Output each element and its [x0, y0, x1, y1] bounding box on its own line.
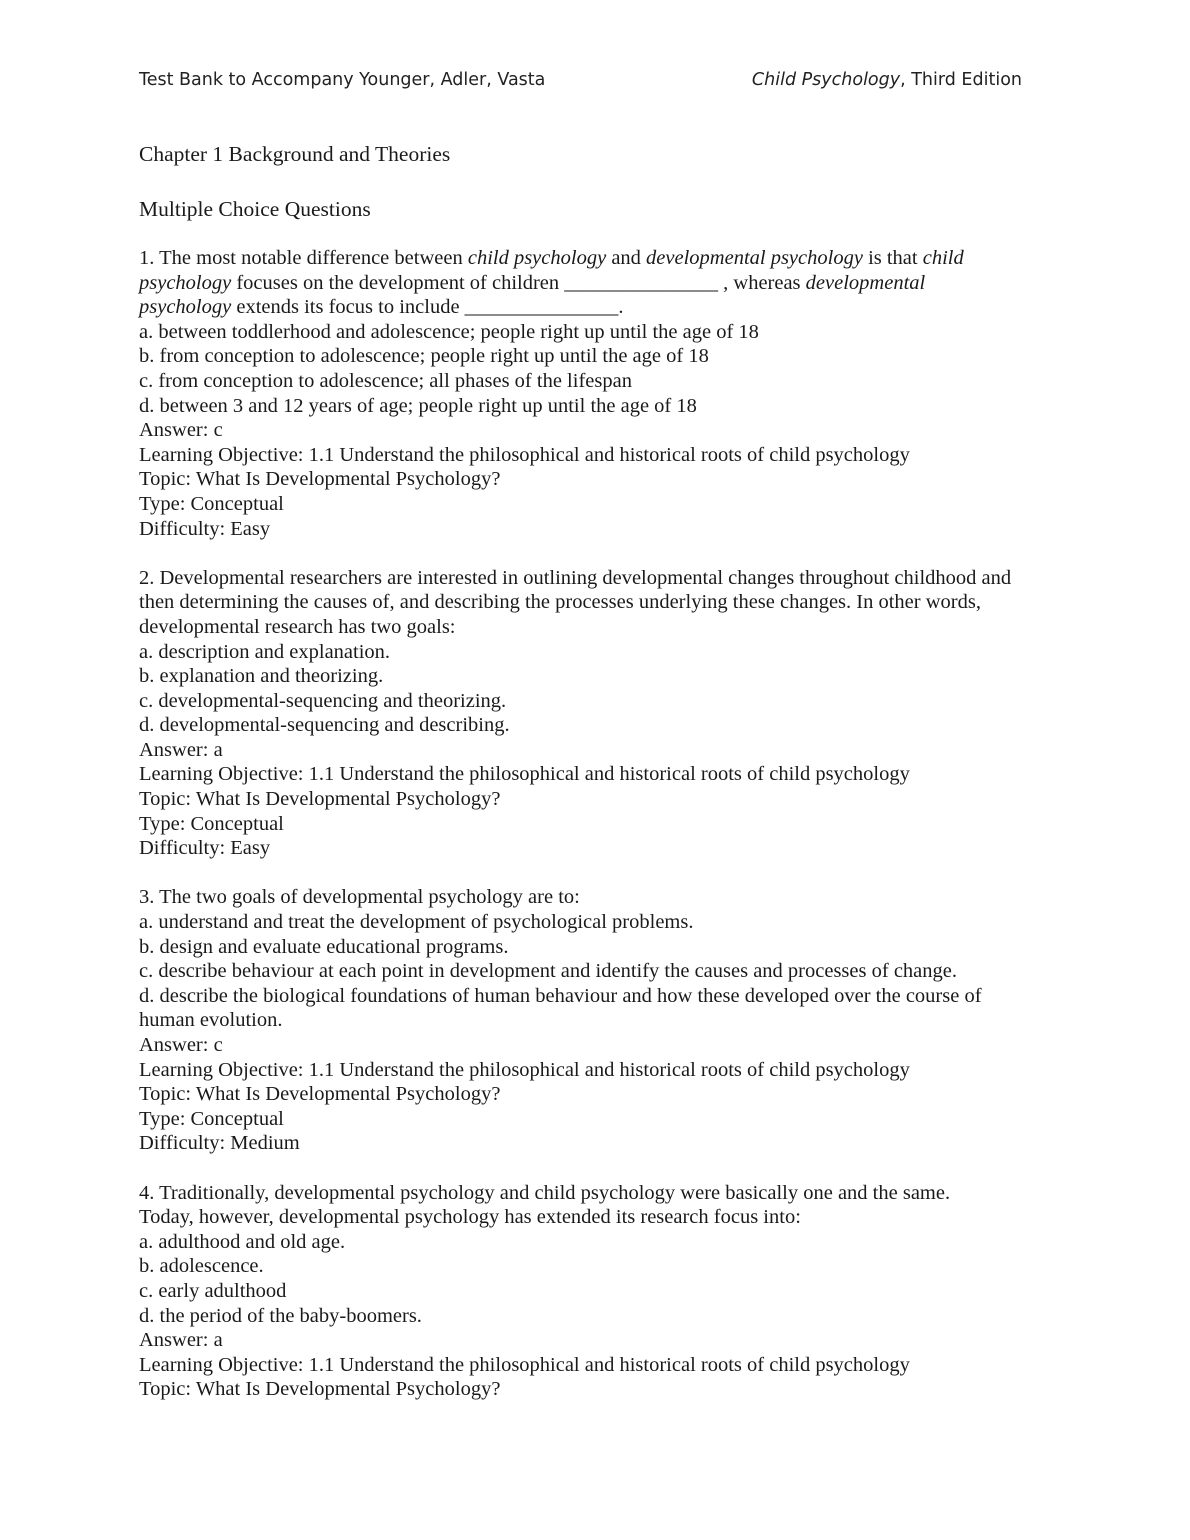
option-d: d. between 3 and 12 years of age; people right up until the age of 18 — [139, 394, 697, 417]
answer: Answer: a — [139, 1329, 223, 1352]
answer: Answer: a — [139, 738, 223, 761]
answer: Answer: c — [139, 1034, 223, 1056]
question-stem-line: Today, however, developmental psychology has extended its research focus into: — [139, 1206, 801, 1229]
option-d: d. describe the biological foundations of human behaviour and how these developed over the course of — [139, 984, 982, 1007]
option-c: c. early adulthood — [139, 1279, 287, 1302]
option-b: b. adolescence. — [139, 1255, 264, 1278]
option-a: a. between toddlerhood and adolescence; people right up until the age of 18 — [139, 320, 759, 343]
learning-objective: Learning Objective: 1.1 Understand the philosophical and historical roots of child psychology — [139, 1353, 910, 1376]
question-4 — [139, 1181, 1059, 1402]
option-c: c. describe behaviour at each point in development and identify the causes and processes of change. — [139, 960, 957, 983]
section-title: Multiple Choice Questions — [139, 197, 371, 221]
question-type: Type: Conceptual — [139, 812, 284, 835]
question-2 — [139, 566, 1059, 861]
option-b: b. from conception to adolescence; people right up until the age of 18 — [139, 345, 709, 368]
option-b: b. design and evaluate educational programs. — [139, 935, 509, 958]
header-left: Test Bank to Accompany Younger, Adler, Vasta — [139, 70, 546, 90]
option-c: c. developmental-sequencing and theorizing. — [139, 689, 507, 712]
question-3 — [139, 885, 1059, 1156]
header-edition: , Third Edition — [900, 70, 1022, 90]
question-stem-line: 4. Traditionally, developmental psychology and child psychology were basically one and the same. — [139, 1181, 951, 1204]
difficulty: Difficulty: Easy — [139, 837, 271, 860]
question-stem-line: developmental research has two goals: — [139, 615, 456, 638]
learning-objective: Learning Objective: 1.1 Understand the philosophical and historical roots of child psychology — [139, 763, 910, 786]
header-right — [752, 70, 1022, 90]
question-stem: 3. The two goals of developmental psychology are to: — [139, 886, 580, 909]
document-body — [139, 140, 1059, 1427]
question-1 — [139, 246, 1059, 541]
question-stem-line: then determining the causes of, and describing the processes underlying these changes. In other words, — [139, 591, 981, 614]
difficulty: Difficulty: Medium — [139, 1132, 300, 1155]
option-d: d. the period of the baby-boomers. — [139, 1304, 422, 1327]
running-header — [139, 70, 1022, 90]
topic: Topic: What Is Developmental Psychology? — [139, 468, 501, 491]
option-a: a. adulthood and old age. — [139, 1230, 346, 1253]
question-stem: 1. The most notable difference between child psychology and developmental psychology is that child psychology focuses on the development of children _______________ , whereas developmental psychology extends its focus to include _______________. — [139, 247, 964, 319]
question-type: Type: Conceptual — [139, 1107, 284, 1130]
header-book-title: Child Psychology — [751, 70, 901, 90]
chapter-title: Chapter 1 Background and Theories — [139, 142, 451, 166]
option-d: d. developmental-sequencing and describing. — [139, 714, 510, 737]
option-d-continued: human evolution. — [139, 1009, 283, 1032]
answer: Answer: c — [139, 419, 223, 442]
topic: Topic: What Is Developmental Psychology? — [139, 788, 501, 811]
question-type: Type: Conceptual — [139, 492, 284, 515]
topic: Topic: What Is Developmental Psychology? — [139, 1378, 501, 1401]
question-stem-line: 2. Developmental researchers are interested in outlining developmental changes throughout childhood and — [139, 566, 1012, 589]
option-a: a. understand and treat the development of psychological problems. — [139, 911, 694, 934]
learning-objective: Learning Objective: 1.1 Understand the philosophical and historical roots of child psychology — [139, 1058, 910, 1081]
option-b: b. explanation and theorizing. — [139, 665, 384, 688]
option-a: a. description and explanation. — [139, 640, 391, 663]
option-c: c. from conception to adolescence; all phases of the lifespan — [139, 369, 632, 392]
difficulty: Difficulty: Easy — [139, 517, 271, 540]
topic: Topic: What Is Developmental Psychology? — [139, 1083, 501, 1106]
learning-objective: Learning Objective: 1.1 Understand the philosophical and historical roots of child psychology — [139, 443, 910, 466]
